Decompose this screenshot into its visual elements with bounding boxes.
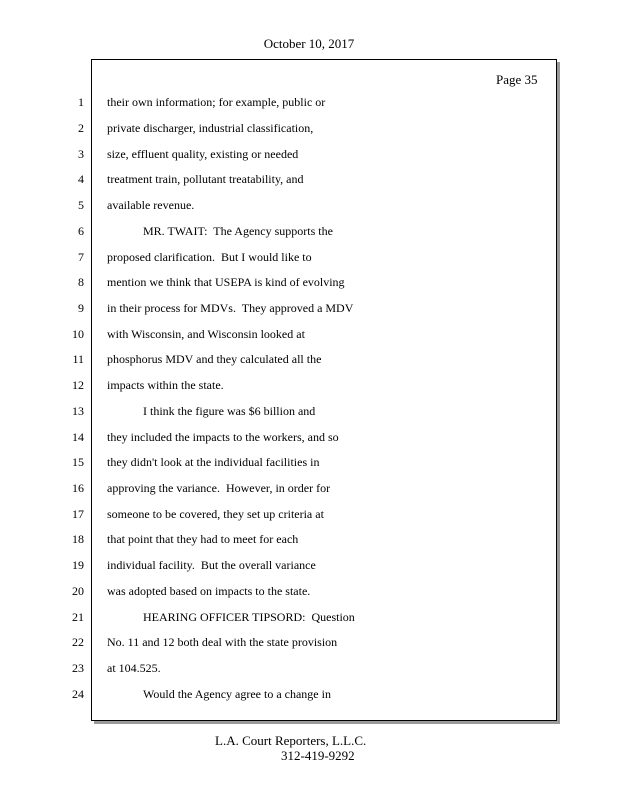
- line-number: 1: [78, 95, 84, 109]
- line-number: 3: [78, 147, 84, 161]
- transcript-line: was adopted based on impacts to the state.: [107, 584, 311, 598]
- footer-company: L.A. Court Reporters, L.L.C.: [215, 733, 367, 748]
- transcript-line: I think the figure was $6 billion and: [143, 404, 316, 418]
- transcript-line: private discharger, industrial classification,: [107, 121, 314, 135]
- transcript-line: impacts within the state.: [107, 378, 224, 392]
- transcript-line: treatment train, pollutant treatability, and: [107, 172, 304, 186]
- transcript-date: October 10, 2017: [263, 36, 355, 51]
- line-number: 11: [72, 352, 84, 366]
- transcript-line: individual facility. But the overall variance: [107, 558, 316, 572]
- transcript-line: they included the impacts to the workers, and so: [107, 430, 339, 444]
- transcript-line: they didn't look at the individual facilities in: [107, 455, 320, 469]
- transcript-line: size, effluent quality, existing or needed: [107, 147, 299, 161]
- line-number: 20: [72, 584, 84, 598]
- transcript-line: proposed clarification. But I would like to: [107, 250, 312, 264]
- transcript-line: MR. TWAIT: The Agency supports the: [143, 224, 333, 238]
- line-number: 17: [72, 507, 84, 521]
- line-number: 9: [78, 301, 84, 315]
- line-number: 14: [72, 430, 84, 444]
- line-number: 15: [72, 455, 84, 469]
- transcript-line: with Wisconsin, and Wisconsin looked at: [107, 327, 305, 341]
- line-number: 4: [78, 172, 84, 186]
- line-number: 8: [78, 275, 84, 289]
- line-number: 12: [72, 378, 84, 392]
- line-number: 5: [78, 198, 84, 212]
- line-number: 22: [72, 635, 84, 649]
- line-number: 24: [72, 687, 84, 701]
- line-number: 19: [72, 558, 84, 572]
- transcript-line: No. 11 and 12 both deal with the state provision: [107, 635, 338, 649]
- transcript-line: Would the Agency agree to a change in: [143, 687, 331, 701]
- line-number: 6: [78, 224, 84, 238]
- page-number: Page 35: [496, 72, 538, 87]
- transcript-line: that point that they had to meet for each: [107, 532, 299, 546]
- transcript-line: in their process for MDVs. They approved a MDV: [107, 301, 354, 315]
- transcript-line: HEARING OFFICER TIPSORD: Question: [143, 610, 355, 624]
- transcript-line: approving the variance. However, in order for: [107, 481, 331, 495]
- transcript-line: phosphorus MDV and they calculated all the: [107, 352, 322, 366]
- transcript-line: available revenue.: [107, 198, 195, 212]
- transcript-line: someone to be covered, they set up criteria at: [107, 507, 324, 521]
- line-number: 13: [72, 404, 84, 418]
- line-number: 7: [78, 250, 84, 264]
- line-number: 2: [78, 121, 84, 135]
- line-number: 18: [72, 532, 84, 546]
- line-number: 21: [72, 610, 84, 624]
- line-number: 16: [72, 481, 84, 495]
- line-number: 10: [72, 327, 84, 341]
- transcript-line: their own information; for example, public or: [107, 95, 326, 109]
- line-number: 23: [72, 661, 84, 675]
- transcript-line: at 104.525.: [107, 661, 161, 675]
- transcript-line: mention we think that USEPA is kind of evolving: [107, 275, 345, 289]
- footer-phone: 312-419-9292: [281, 748, 355, 763]
